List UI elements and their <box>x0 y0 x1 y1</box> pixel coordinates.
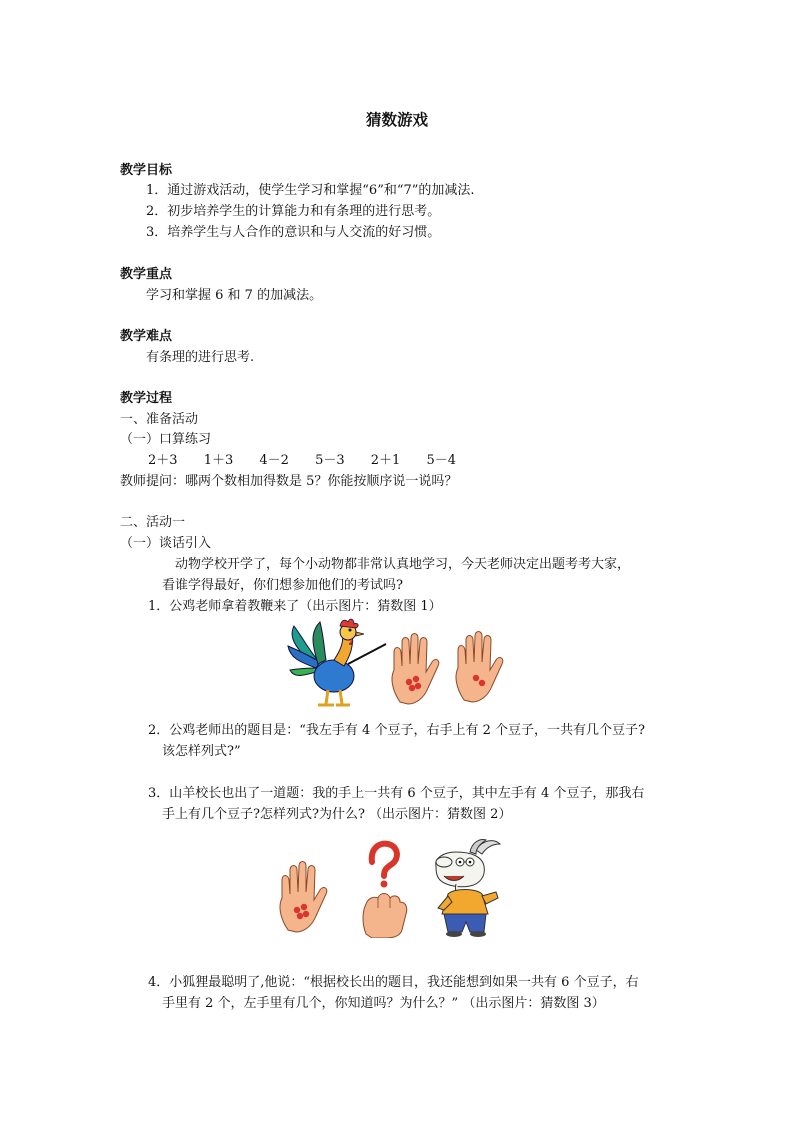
goals-heading: 教学目标 <box>120 163 173 178</box>
goal-item-2: 2．初步培养学生的计算能力和有条理的进行思考。 <box>146 204 441 219</box>
process-heading: 教学过程 <box>120 391 173 406</box>
calc-item: 4－2 <box>259 453 289 468</box>
goat-principal-icon <box>436 840 500 938</box>
calc-item: 2＋1 <box>370 453 401 468</box>
intro-line-2: 看谁学得最好，你们想参加他们的考试吗? <box>162 578 403 593</box>
step-3-line-1: 3．山羊校长也出了一道题：我的手上一共有 6 个豆子，其中左手有 4 个豆子，那我右 <box>148 786 645 801</box>
closed-fist-icon <box>363 894 407 939</box>
open-hand-icon <box>392 634 439 705</box>
part1-subheading: （一）口算练习 <box>120 432 212 447</box>
step-1: 1．公鸡老师拿着教鞭来了（出示图片：猜数图 1） <box>148 599 442 614</box>
open-hand-icon <box>280 862 327 933</box>
key-heading: 教学重点 <box>120 267 173 282</box>
calc-item: 5－3 <box>315 453 345 468</box>
part1-heading: 一、准备活动 <box>120 412 199 427</box>
step-2-line-2: 该怎样列式?” <box>162 744 241 759</box>
key-text: 学习和掌握 6 和 7 的加减法。 <box>146 288 323 303</box>
part2-heading: 二、活动一 <box>120 515 186 530</box>
goal-item-1: 1．通过游戏活动，使学生学习和掌握“6”和“7”的加减法. <box>146 183 475 198</box>
calc-item: 5－4 <box>426 453 456 468</box>
teacher-question: 教师提问：哪两个数相加得数是 5？你能按顺序说一说吗？ <box>120 474 458 489</box>
page-title: 猜数游戏 <box>365 110 428 129</box>
open-hand-icon <box>456 632 503 703</box>
difficulty-heading: 教学难点 <box>120 329 173 344</box>
calc-item: 2＋3 <box>148 453 178 468</box>
step-2-line-1: 2．公鸡老师出的题目是：“我左手有 4 个豆子，右手上有 2 个豆子，一共有几个豆子? <box>148 723 645 738</box>
step-3-line-2: 手上有几个豆子?怎样列式?为什么? （出示图片：猜数图 2） <box>162 807 512 822</box>
step-4-line-1: 4．小狐狸最聪明了,他说：“根据校长出的题目，我还能想到如果一共有 6 个豆子，右 <box>148 975 639 990</box>
question-mark-icon <box>372 844 397 888</box>
intro-line-1: 动物学校开学了，每个小动物都非常认真地学习，今天老师决定出题考考大家， <box>175 557 631 572</box>
figure-2 <box>276 838 516 938</box>
step-4-line-2: 手里有 2 个，左手里有几个，你知道吗？为什么？” （出示图片：猜数图 3） <box>162 996 605 1011</box>
calc-list <box>148 453 478 469</box>
calc-item: 1＋3 <box>203 453 234 468</box>
figure-1 <box>286 618 526 710</box>
rooster-icon <box>288 619 386 705</box>
difficulty-text: 有条理的进行思考. <box>146 350 255 365</box>
goal-item-3: 3．培养学生与人合作的意识和与人交流的好习惯。 <box>146 225 441 240</box>
part2-subheading: （一）谈话引入 <box>120 536 212 551</box>
